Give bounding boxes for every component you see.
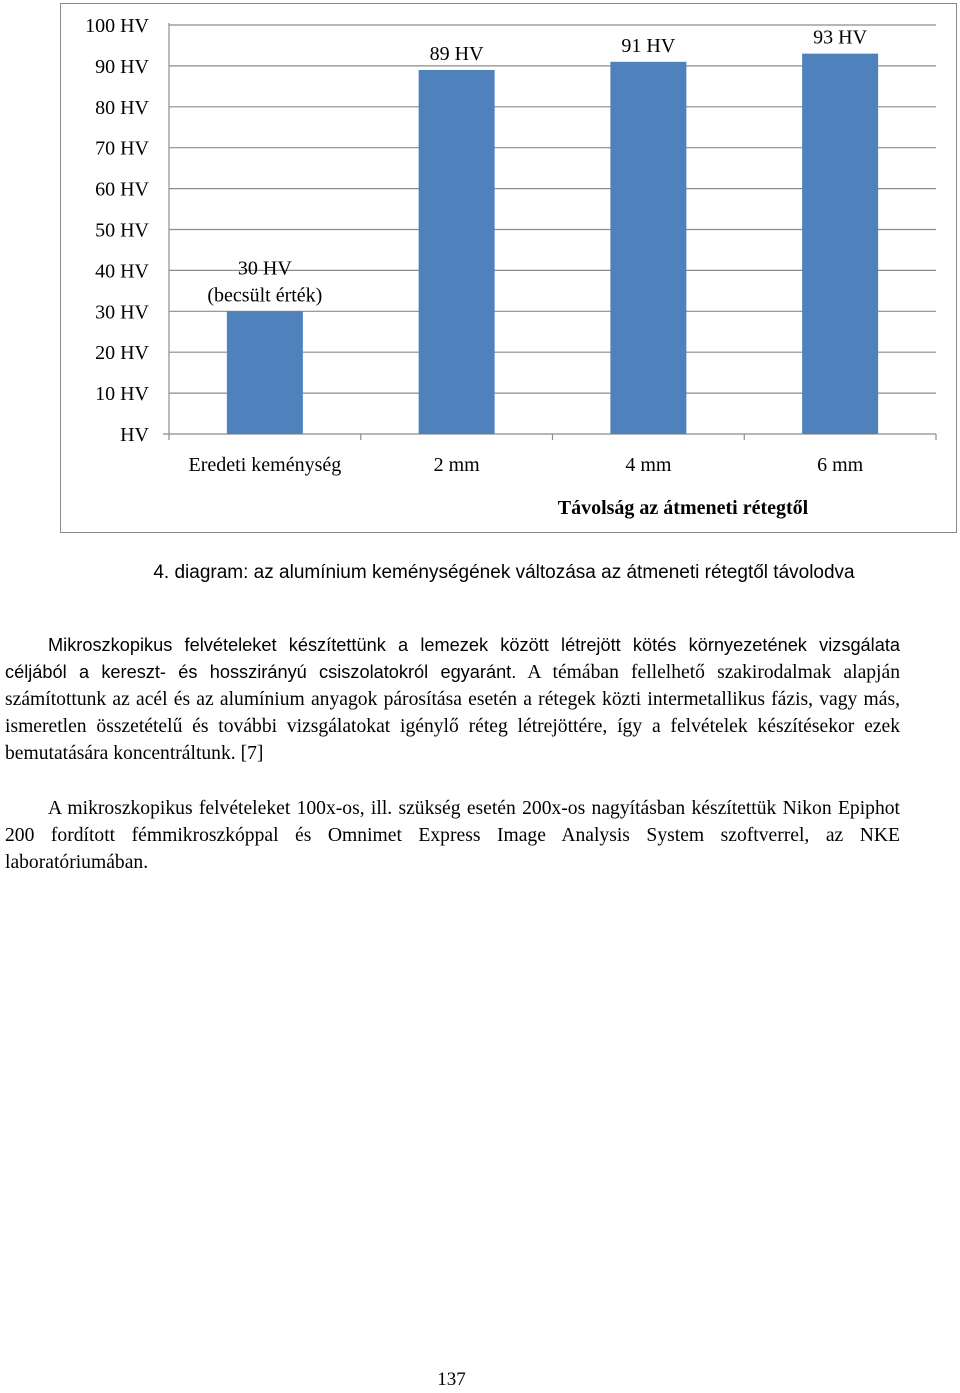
bar-data-label: 93 HV [813,26,868,49]
page-number: 137 [437,1369,466,1390]
y-tick-label: 90 HV [95,55,149,78]
x-category-label: Eredeti keménység [188,454,342,476]
paragraph-serif-run: A témában fellelhető szakirodalmak alapján számítottunk az acél és az alumínium anyagok párosítása esetén a rétegek közti intermetallikus fázis, vagy más, ismeretlen összetételű és további vizsgálatokat igénylő réteg létrejöttére, így a felvételek készítésekor ezek bemutatására koncentráltunk. [7] [5,662,900,764]
paragraph-microscope-setup: A mikroszkopikus felvételeket 100x-os, ill. szükség esetén 200x-os nagyításban készítettük Nikon Epiphot 200 fordított fémmikroszkóppal és Omnimet Express Image Analysis System szoftverrel, az NKE laboratóriumában. [5,798,900,873]
y-tick-label: 60 HV [95,178,149,201]
hardness-chart [60,3,957,533]
y-tick-label: 50 HV [95,219,149,242]
y-tick-label: 10 HV [95,383,149,406]
bar [610,62,686,434]
y-tick-label: 30 HV [95,301,149,324]
bar-chart-svg [61,4,958,534]
bar-data-label: 89 HV [429,42,484,65]
paragraph-microscopy-intro [5,632,900,767]
y-tick-label: 40 HV [95,260,149,283]
x-category-label: 2 mm [433,454,480,476]
y-tick-label: 70 HV [95,137,149,160]
y-tick-label: 100 HV [85,15,149,37]
x-category-label: 6 mm [817,454,864,476]
paragraph-sans-run: Mikroszkopikus felvételeket készítettünk a lemezek között létrejött kötés környezetének vizsgálata céljából a kereszt- és hosszirányú csiszolatokról egyaránt. [5,635,900,682]
bar-data-label: 91 HV [621,34,676,57]
figure-caption: 4. diagram: az alumínium keménységének változása az átmeneti rétegtől távolodva [153,562,855,583]
bar [227,311,303,434]
y-tick-label: HV [120,424,149,446]
y-tick-label: 80 HV [95,96,149,119]
bar [802,54,878,434]
bar-data-label: 30 HV [237,257,292,280]
x-axis-title: Távolság az átmeneti rétegtől [557,497,809,519]
x-category-label: 4 mm [625,454,672,476]
bar [419,70,495,434]
y-tick-label: 20 HV [95,342,149,365]
bar-data-label: (becsült érték) [207,284,323,307]
